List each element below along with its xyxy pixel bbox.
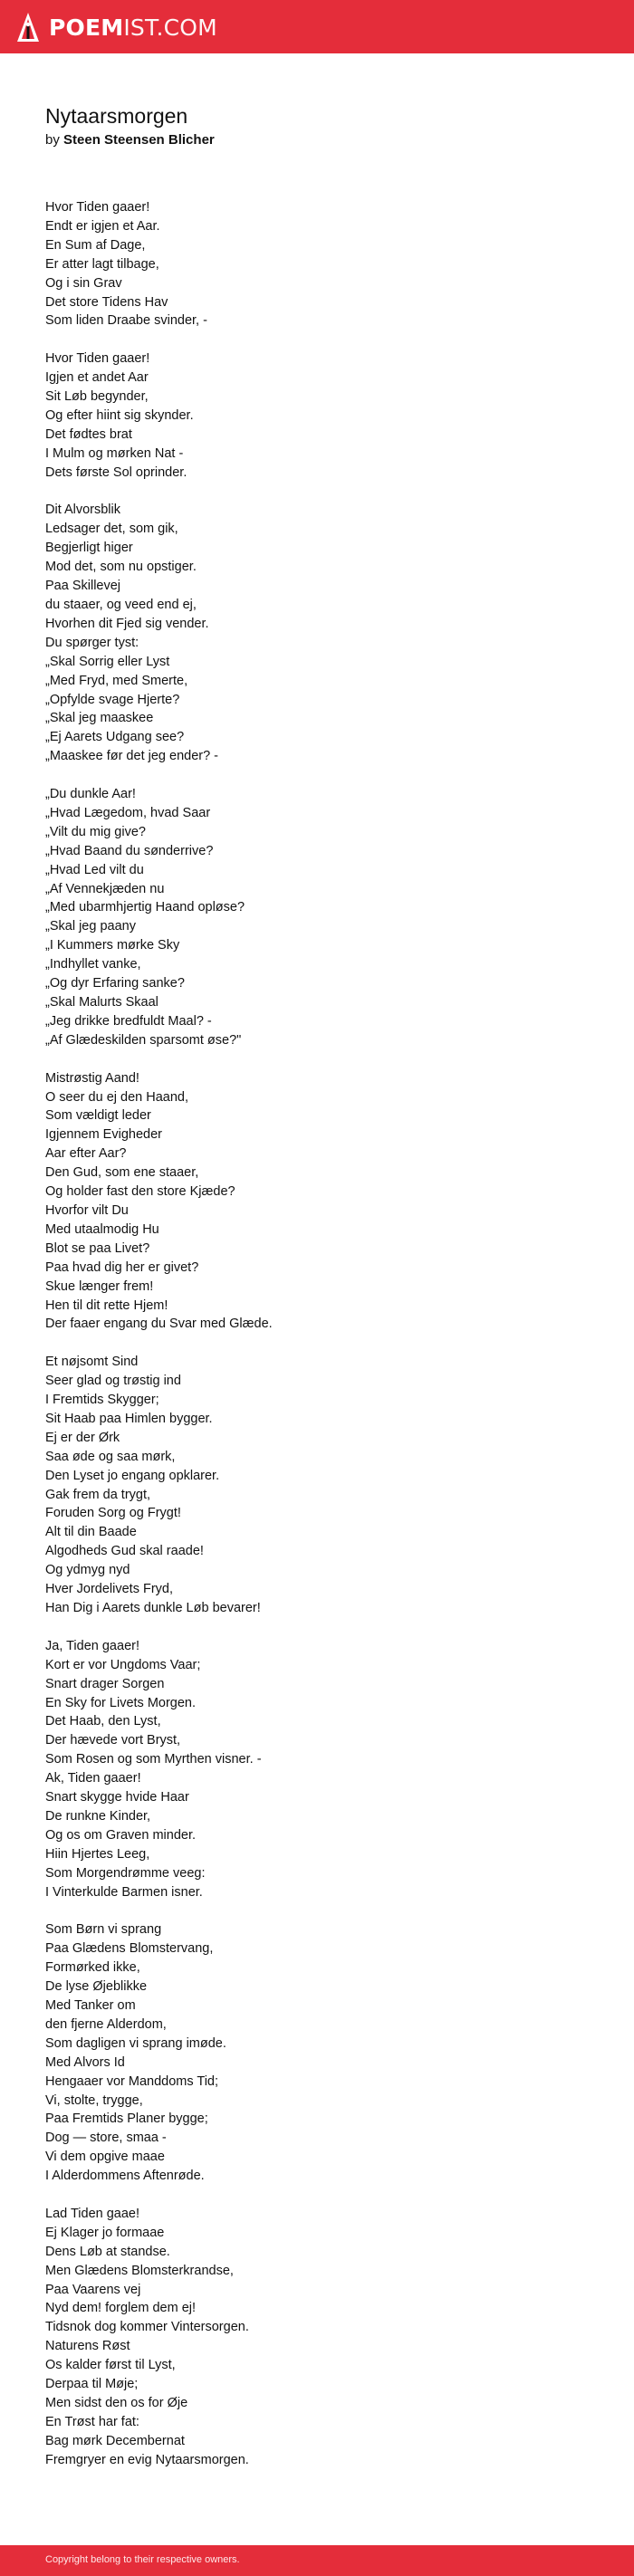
poem-line: „Jeg drikke bredfuldt Maal? -: [45, 1013, 212, 1029]
poem-line: „Af Vennekjæden nu: [45, 881, 165, 896]
copyright-notice: Copyright belong to their respective owners.: [45, 2554, 240, 2565]
poem-line: Med Alvors Id: [45, 2054, 125, 2070]
poem-line: Et nøjsomt Sind: [45, 1355, 139, 1370]
poem-line: Med Tanker om: [45, 1997, 136, 2013]
poem-line: Igjennem Evigheder: [45, 1127, 162, 1143]
poem-line: „Med Fryd, med Smerte,: [45, 673, 188, 688]
poem-line: „Vilt du mig give?: [45, 824, 146, 839]
poem-body: [45, 198, 589, 2489]
poem-title: Nytaarsmorgen: [45, 104, 188, 128]
poem-line: Hver Jordelivets Fryd,: [45, 1582, 174, 1597]
poem-line: Mod det, som nu opstiger.: [45, 560, 197, 575]
poem-line: Seer glad og trøstig ind: [45, 1374, 181, 1389]
poem-line: Ak, Tiden gaaer!: [45, 1771, 141, 1786]
poem-line: Lad Tiden gaae!: [45, 2206, 140, 2221]
poem-line: Dens Løb at standse.: [45, 2244, 170, 2259]
poem-stanza: [45, 1069, 589, 1335]
poem-line: „Hvad Lægedom, hvad Saar: [45, 805, 211, 820]
poem-stanza: [45, 1920, 589, 2186]
logo-wordmark-light: IST.COM: [123, 14, 217, 41]
poem-line: Aar efter Aar?: [45, 1146, 127, 1162]
poem-line: „I Kummers mørke Sky: [45, 938, 180, 953]
poem-line: Du spørger tyst:: [45, 635, 139, 650]
poem-line: Dit Alvorsblik: [45, 503, 120, 518]
poem-line: Og os om Graven minder.: [45, 1827, 197, 1843]
poem-line: Alt til din Baade: [45, 1525, 137, 1540]
poem-line: „Indhyllet vanke,: [45, 957, 141, 972]
poem-line: Han Dig i Aarets dunkle Løb bevarer!: [45, 1600, 261, 1615]
poem-line: „Skal Malurts Skaal: [45, 995, 158, 1010]
poem-line: Det store Tidens Hav: [45, 294, 168, 310]
poem-line: Er atter lagt tilbage,: [45, 256, 159, 272]
poem-line: Ej Klager jo formaae: [45, 2225, 165, 2240]
poem-line: Hvorfor vilt Du: [45, 1202, 129, 1218]
poem-line: Algodheds Gud skal raade!: [45, 1544, 204, 1559]
poem-stanza: [45, 350, 589, 482]
site-logo[interactable]: [16, 10, 217, 44]
poem-line: Som vældigt leder: [45, 1108, 151, 1124]
logo-wordmark: [49, 14, 217, 41]
poem-line: „Skal Sorrig eller Lyst: [45, 654, 170, 669]
poem-line: Fremgryer en evig Nytaarsmorgen.: [45, 2452, 249, 2467]
poem-line: Skue længer frem!: [45, 1278, 154, 1294]
poem-stanza: [45, 2205, 589, 2470]
poem-line: Sit Løb begynder,: [45, 389, 149, 405]
poem-line: Hvor Tiden gaaer!: [45, 200, 150, 215]
poem-line: Gak frem da trygt,: [45, 1487, 151, 1502]
pen-nib-icon: [16, 12, 40, 43]
poem-heading: [45, 102, 589, 149]
poem-line: Dog — store, smaa -: [45, 2131, 167, 2146]
site-footer: [0, 2545, 634, 2576]
logo-wordmark-strong: POEM: [49, 14, 124, 41]
poem-line: Med utaalmodig Hu: [45, 1221, 159, 1237]
poem-line: Kort er vor Ungdoms Vaar;: [45, 1657, 201, 1672]
poem-byline: [45, 131, 589, 149]
poem-line: „Hvad Led vilt du: [45, 862, 144, 877]
poem-line: Som Børn vi sprang: [45, 1922, 162, 1938]
poem-line: I Alderdommens Aftenrøde.: [45, 2169, 205, 2184]
poem-line: Som Rosen og som Myrthen visner. -: [45, 1752, 262, 1767]
poem-line: Paa Vaarens vej: [45, 2282, 141, 2297]
poem-line: Som liden Draabe svinder, -: [45, 313, 207, 329]
poem-line: En Trøst har fat:: [45, 2414, 139, 2429]
poem-line: du staaer, og veed end ej,: [45, 598, 197, 612]
poem-line: Det fødtes brat: [45, 426, 132, 442]
poem-line: De runkne Kinder,: [45, 1808, 151, 1824]
poem-stanza: [45, 198, 589, 330]
poem-line: Paa Fremtids Planer bygge;: [45, 2112, 208, 2127]
poem-line: Snart drager Sorgen: [45, 1676, 165, 1691]
poem-line: Bag mørk Decembernat: [45, 2433, 185, 2448]
poem-line: „Af Glædeskilden sparsomt øse?": [45, 1032, 242, 1048]
poem-line: „Opfylde svage Hjerte?: [45, 692, 180, 707]
poem-line: „Maaskee før det jeg ender? -: [45, 749, 219, 764]
poem-line: Der hævede vort Bryst,: [45, 1733, 181, 1748]
poem-line: Endt er igjen et Aar.: [45, 218, 160, 234]
poem-line: den fjerne Alderdom,: [45, 2016, 167, 2032]
poem-line: Ej er der Ørk: [45, 1430, 120, 1445]
poem-line: I Fremtids Skygger;: [45, 1393, 159, 1408]
poem-line: Ledsager det, som gik,: [45, 522, 178, 537]
poem-line: Nyd dem! forglem dem ej!: [45, 2301, 197, 2316]
author-link[interactable]: Steen Steensen Blicher: [63, 132, 215, 148]
poem-line: Og efter hiint sig skynder.: [45, 407, 194, 423]
poem-line: Mistrøstig Aand!: [45, 1070, 139, 1086]
poem-line: En Sum af Dage,: [45, 237, 146, 253]
poem-line: Tidsnok dog kommer Vintersorgen.: [45, 2320, 249, 2335]
poem-line: Saa øde og saa mørk,: [45, 1449, 176, 1464]
poem-line: Som dagligen vi sprang imøde.: [45, 2035, 226, 2051]
poem-line: Hvorhen dit Fjed sig vender.: [45, 616, 209, 631]
poem-line: „Hvad Baand du sønderrive?: [45, 843, 214, 858]
poem-line: Igjen et andet Aar: [45, 370, 149, 386]
poem-line: Det Haab, den Lyst,: [45, 1714, 161, 1729]
poem-line: Og holder fast den store Kjæde?: [45, 1184, 235, 1200]
poem-line: Som Morgendrømme veeg:: [45, 1865, 206, 1881]
poem-line: „Og dyr Erfaring sanke?: [45, 976, 185, 991]
poem-line: Snart skygge hvide Haar: [45, 1790, 189, 1805]
poem-line: Naturens Røst: [45, 2339, 130, 2354]
poem-line: Paa hvad dig her er givet?: [45, 1259, 199, 1275]
poem-stanza: [45, 1353, 589, 1618]
poem-stanza: [45, 1637, 589, 1902]
poem-line: Vi, stolte, trygge,: [45, 2092, 143, 2108]
poem-line: Blot se paa Livet?: [45, 1240, 150, 1256]
poem-line: I Vinterkulde Barmen isner.: [45, 1884, 203, 1900]
poem-stanza: [45, 785, 589, 1050]
poem-line: Hvor Tiden gaaer!: [45, 351, 150, 367]
site-header: [0, 0, 634, 53]
poem-line: „Med ubarmhjertig Haand opløse?: [45, 900, 245, 915]
poem-line: Dets første Sol oprinder.: [45, 464, 187, 480]
poem-line: De lyse Øjeblikke: [45, 1979, 148, 1995]
poem-line: Men Glædens Blomsterkrandse,: [45, 2263, 234, 2278]
poem-line: Os kalder først til Lyst,: [45, 2358, 176, 2373]
poem-line: Og ydmyg nyd: [45, 1563, 130, 1578]
poem-line: „Ej Aarets Udgang see?: [45, 730, 185, 745]
poem-line: „Skal jeg paany: [45, 919, 136, 934]
poem-line: Paa Glædens Blomstervang,: [45, 1941, 214, 1957]
poem-line: Den Lyset jo engang opklarer.: [45, 1468, 220, 1483]
poem-line: Begjerligt higer: [45, 541, 133, 556]
poem-line: „Du dunkle Aar!: [45, 787, 136, 802]
poem-line: „Skal jeg maaskee: [45, 711, 154, 726]
poem-line: Sit Haab paa Himlen bygger.: [45, 1411, 213, 1426]
poem-line: Der faaer engang du Svar med Glæde.: [45, 1317, 273, 1332]
poem-line: Hiin Hjertes Leeg,: [45, 1846, 150, 1862]
poem-line: Hen til dit rette Hjem!: [45, 1298, 168, 1313]
poem-line: Og i sin Grav: [45, 275, 122, 291]
poem-line: Paa Skillevej: [45, 579, 121, 594]
poem-line: I Mulm og mørken Nat -: [45, 445, 184, 461]
poem-line: Men sidst den os for Øje: [45, 2396, 188, 2410]
poem-line: O seer du ej den Haand,: [45, 1089, 188, 1105]
poem-line: Ja, Tiden gaaer!: [45, 1638, 139, 1653]
poem-line: Foruden Sorg og Frygt!: [45, 1506, 181, 1521]
poem-line: En Sky for Livets Morgen.: [45, 1695, 197, 1710]
poem-line: Den Gud, som ene staaer,: [45, 1165, 199, 1181]
poem-line: Derpaa til Møje;: [45, 2377, 139, 2392]
poem-line: Formørked ikke,: [45, 1960, 140, 1976]
poem-line: Hengaaer vor Manddoms Tid;: [45, 2073, 219, 2089]
poem-stanza: [45, 501, 589, 766]
poem-line: Vi dem opgive maae: [45, 2150, 165, 2165]
by-label: by: [45, 132, 60, 148]
